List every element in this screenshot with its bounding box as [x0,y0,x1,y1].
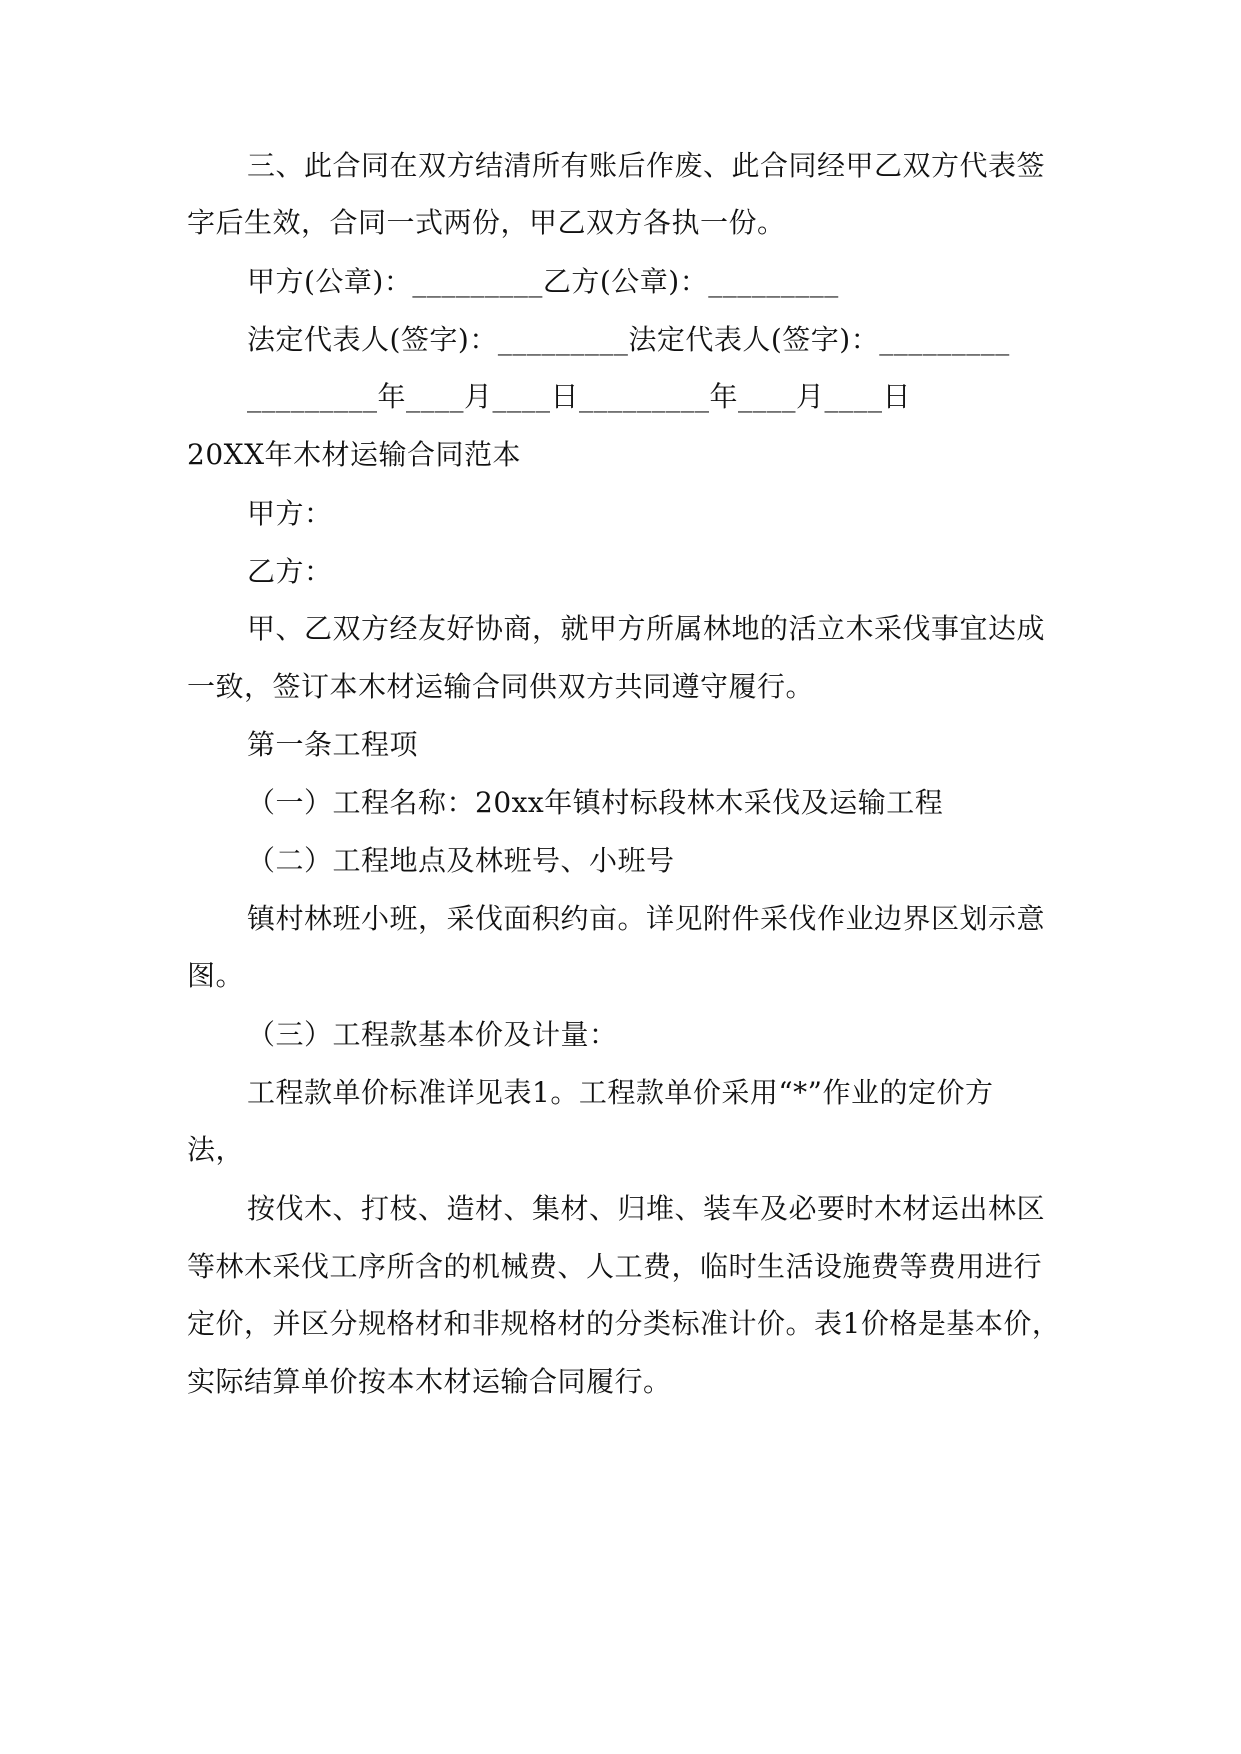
location-detail-line1: 镇村林班小班，采伐面积约亩。详见附件采伐作业边界区划示意 [247,902,1046,935]
location-detail-line2: 图。 [187,959,245,992]
party-a-label: 甲方： [247,497,333,530]
article-one-heading: 第一条工程项 [247,728,419,761]
party-b-label: 乙方： [247,555,333,588]
item-three-price-heading: （三）工程款基本价及计量： [247,1018,618,1051]
item-two-project-location: （二）工程地点及林班号、小班号 [247,844,675,877]
pricing-method-line4: 实际结算单价按本木材运输合同履行。 [187,1365,672,1398]
seal-line: 甲方(公章)：_________乙方(公章)：_________ [247,265,839,298]
pricing-method-line2: 等林木采伐工序所含的机械费、人工费，临时生活设施费等费用进行 [187,1250,1043,1283]
signature-line: 法定代表人(签字)：_________法定代表人(签字)：_________ [247,323,1010,356]
paragraph-clause-three-line1: 三、此合同在双方结清所有账后作废、此合同经甲乙双方代表签 [247,149,1046,182]
date-line: _________年____月____日_________年____月____日 [247,380,912,413]
item-one-project-name: （一）工程名称：20xx年镇村标段林木采伐及运输工程 [247,786,944,819]
document-title: 20XX年木材运输合同范本 [187,438,521,471]
pricing-method-line3: 定价，并区分规格材和非规格材的分类标准计价。表1价格是基本价， [187,1307,1061,1340]
pricing-method-line1: 按伐木、打枝、造材、集材、归堆、装车及必要时木材运出林区 [247,1192,1046,1225]
preamble-line2: 一致，签订本木材运输合同供双方共同遵守履行。 [187,670,815,703]
paragraph-clause-three-line2: 字后生效，合同一式两份，甲乙双方各执一份。 [187,206,786,239]
price-standard-line2: 法， [187,1133,245,1166]
preamble-line1: 甲、乙双方经友好协商，就甲方所属林地的活立木采伐事宜达成 [247,612,1046,645]
price-standard-line1: 工程款单价标准详见表1。工程款单价采用“*”作业的定价方 [247,1076,994,1109]
